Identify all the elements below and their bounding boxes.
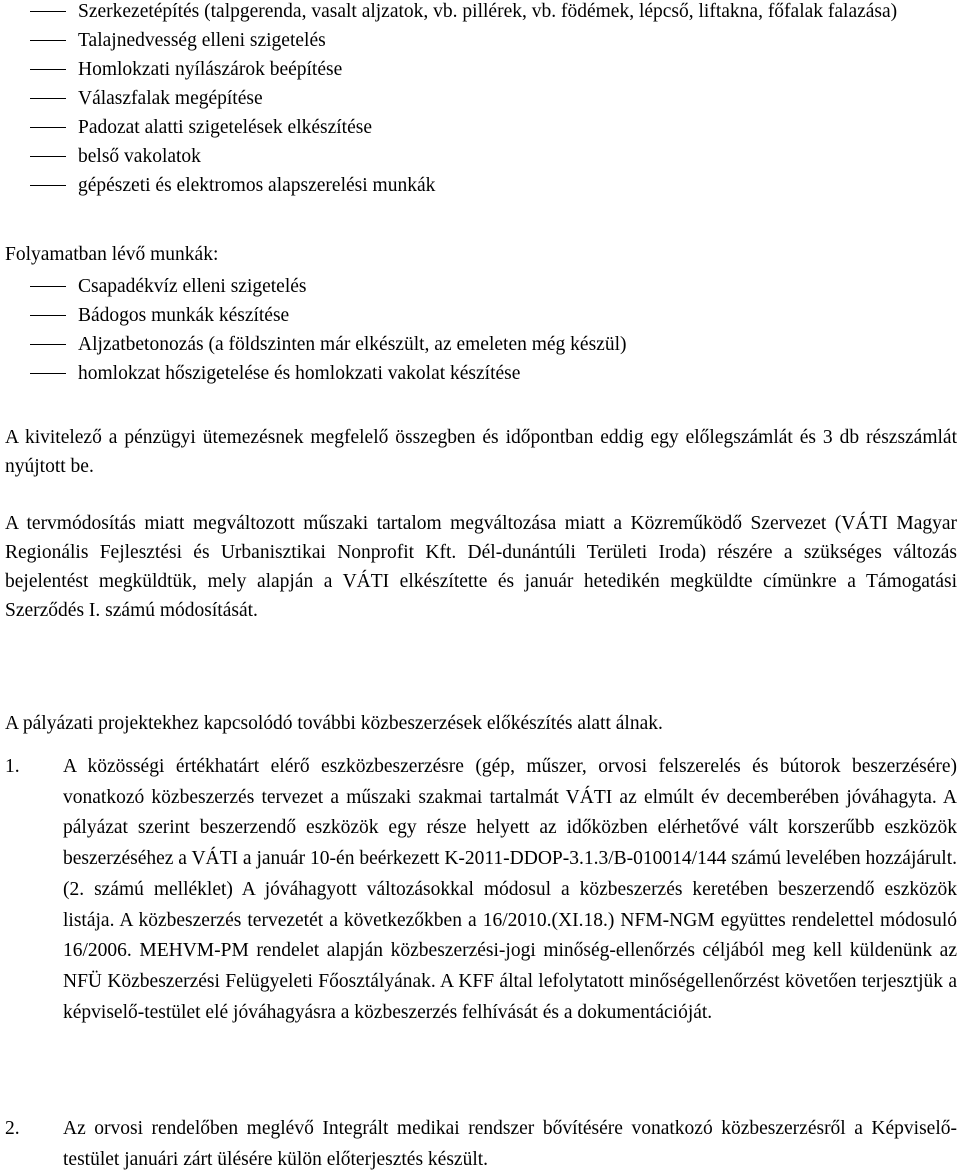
item-number: 1. xyxy=(5,756,20,777)
list-item: Válaszfalak megépítése xyxy=(5,84,957,113)
in-progress-list xyxy=(5,272,957,388)
list-item: Bádogos munkák készítése xyxy=(5,301,957,330)
list-item: homlokzat hőszigetelése és homlokzati vakolat készítése xyxy=(5,359,957,388)
list-item: Aljzatbetonozás (a földszinten már elkészült, az emeleten még készül) xyxy=(5,330,957,359)
list-item: Talajnedvesség elleni szigetelés xyxy=(5,26,957,55)
list-item: belső vakolatok xyxy=(5,142,957,171)
procurement-numbered-list xyxy=(5,752,957,1028)
list-item: Homlokzati nyílászárok beépítése xyxy=(5,55,957,84)
list-item: Csapadékvíz elleni szigetelés xyxy=(5,272,957,301)
numbered-item xyxy=(5,1114,957,1175)
list-item: Szerkezetépítés (talpgerenda, vasalt aljzatok, vb. pillérek, vb. födémek, lépcső, liftakna, főfalak falazása) xyxy=(5,0,957,26)
list-item: gépészeti és elektromos alapszerelési munkák xyxy=(5,171,957,200)
item-text: A közösségi értékhatárt elérő eszközbeszerzésre (gép, műszer, orvosi felszerelés és bútorok beszerzésére) vonatkozó közbeszerzés tervezet a műszaki szakmai tartalmát VÁTI az elmúlt év decemberében jóváhagyta. A pályázat szerint beszerzendő eszközök egy része helyett az időközben elérhetővé vált korszerűbb eszközök beszerzéséhez a VÁTI a január 10-én beérkezett K-2011-DDOP-3.1.3/B-010014/144 számú levelében hozzájárult. (2. számú melléklet) A jóváhagyott változásokkal módosul a közbeszerzés keretében beszerzendő eszközök listája. A közbeszerzés tervezetét a következőkben a 16/2010.(XI.18.) NFM-NGM együttes rendelettel módosuló 16/2006. MEHVM-PM rendelet alapján közbeszerzési-jogi minőség-ellenőrzés céljából meg kell küldenünk az NFÜ Közbeszerzési Felügyeleti Főosztályának. A KFF által lefolytatott minőségellenőrzést követően terjesztjük a képviselő-testület elé jóváhagyásra a közbeszerzés felhívását és a dokumentációját. xyxy=(63,756,957,1023)
procurement-numbered-list-2 xyxy=(5,1114,957,1175)
item-text: Az orvosi rendelőben meglévő Integrált medikai rendszer bővítésére vonatkozó közbeszerzésről a Képviselő-testület januári zárt ülésére külön előterjesztés készült. xyxy=(63,1118,957,1170)
numbered-item xyxy=(5,752,957,1028)
completed-works-list xyxy=(5,0,957,200)
modification-paragraph: A tervmódosítás miatt megváltozott műszaki tartalom megváltozása miatt a Közreműködő Szervezet (VÁTI Magyar Regionális Fejlesztési és Urbanisztikai Nonprofit Kft. Dél-dunántúli Területi Iroda) részére a szükséges változás bejelentést megküldtük, mely alapján a VÁTI elkészítette és január hetedikén megküldte címünkre a Támogatási Szerződés I. számú módosítását. xyxy=(5,513,957,621)
item-number: 2. xyxy=(5,1118,20,1139)
payment-paragraph: A kivitelező a pénzügyi ütemezésnek megfelelő összegben és időpontban eddig egy előlegszámlát és 3 db részszámlát nyújtott be. xyxy=(5,427,957,477)
procurement-intro-paragraph: A pályázati projektekhez kapcsolódó további közbeszerzések előkészítés alatt álnak. xyxy=(5,713,663,734)
list-item: Padozat alatti szigetelések elkészítése xyxy=(5,113,957,142)
in-progress-heading: Folyamatban lévő munkák: xyxy=(5,244,219,265)
